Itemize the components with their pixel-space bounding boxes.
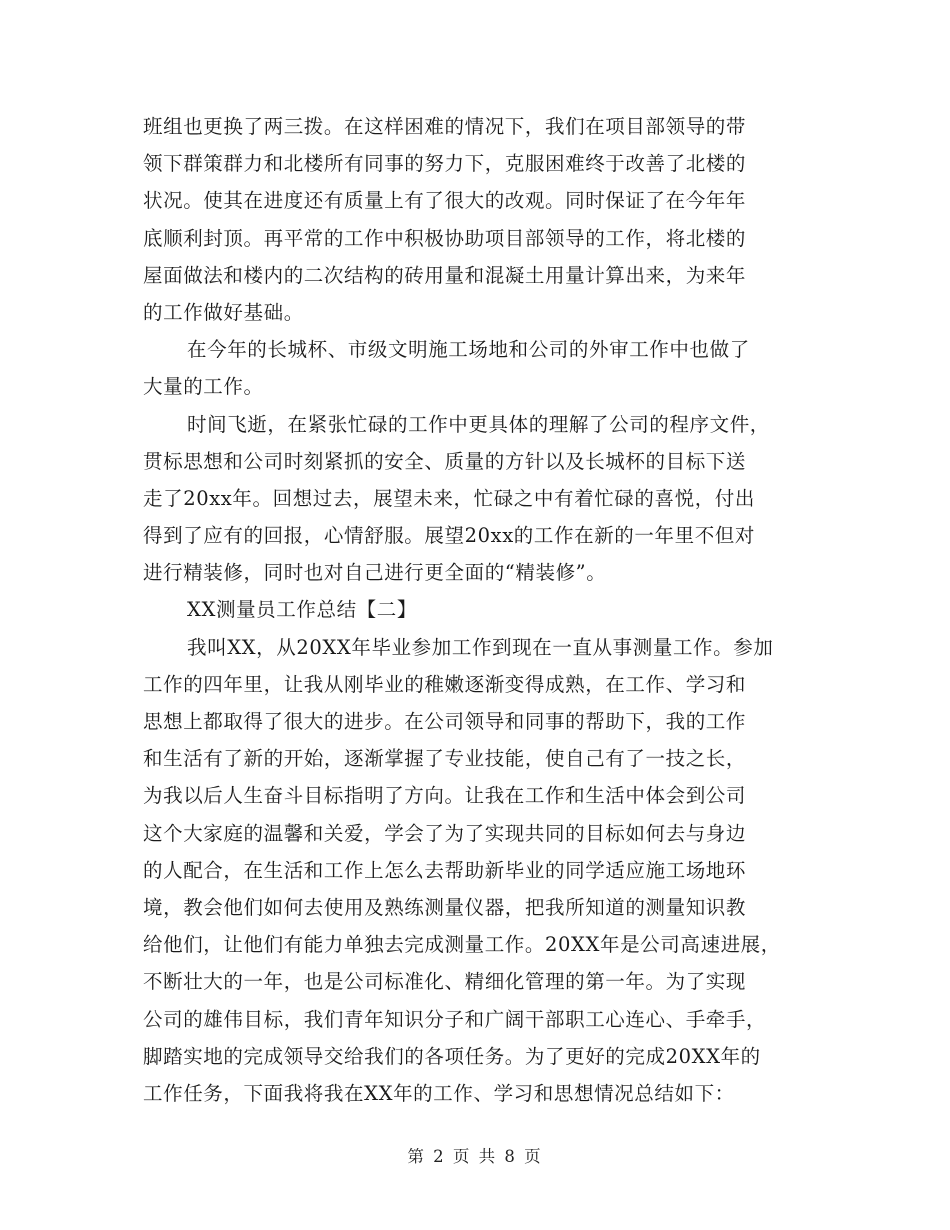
text-line: 我叫XX，从20XX年毕业参加工作到现在一直从事测量工作。参加 bbox=[187, 635, 774, 659]
text-line: 为我以后人生奋斗目标指明了方向。让我在工作和生活中体会到公司 bbox=[143, 784, 747, 808]
text-line: 进行精装修，同时也对自己进行更全面的“精装修”。 bbox=[143, 561, 607, 585]
text-line: 状况。使其在进度还有质量上有了很大的改观。同时保证了在今年年 bbox=[143, 189, 747, 213]
text-line: 得到了应有的回报，心情舒服。展望20xx的工作在新的一年里不但对 bbox=[143, 524, 756, 548]
text-line: 的人配合，在生活和工作上怎么去帮助新毕业的同学适应施工场地环 bbox=[143, 858, 747, 882]
text-line: 公司的雄伟目标，我们青年知识分子和广阔干部职工心连心、手牵手， bbox=[143, 1007, 767, 1031]
text-line: 不断壮大的一年，也是公司标准化、精细化管理的第一年。为了实现 bbox=[143, 970, 747, 994]
text-line: 工作任务，下面我将我在XX年的工作、学习和思想情况总结如下： bbox=[143, 1081, 735, 1105]
text-line: 底顺利封顶。再平常的工作中积极协助项目部领导的工作，将北楼的 bbox=[143, 226, 747, 250]
text-line: 屋面做法和楼内的二次结构的砖用量和混凝土用量计算出来，为来年 bbox=[143, 263, 747, 287]
text-line: 领下群策群力和北楼所有同事的努力下，克服困难终于改善了北楼的 bbox=[143, 152, 747, 176]
text-line: 这个大家庭的温馨和关爱，学会了为了实现共同的目标如何去与身边 bbox=[143, 821, 747, 845]
text-line: 脚踏实地的完成领导交给我们的各项任务。为了更好的完成20XX年的 bbox=[143, 1044, 761, 1068]
text-line: 在今年的长城杯、市级文明施工场地和公司的外审工作中也做了 bbox=[187, 338, 750, 362]
text-line: 大量的工作。 bbox=[143, 375, 264, 399]
text-line: 的工作做好基础。 bbox=[143, 300, 304, 324]
document-body bbox=[143, 108, 813, 1112]
page-number-label: 第 2 页 共 8 页 bbox=[407, 1147, 543, 1166]
page-footer bbox=[0, 1143, 950, 1167]
text-line: XX测量员工作总结【二】 bbox=[187, 598, 417, 622]
text-line: 给他们，让他们有能力单独去完成测量工作。20XX年是公司高速进展， bbox=[143, 933, 781, 957]
text-line: 工作的四年里，让我从刚毕业的稚嫩逐渐变得成熟，在工作、学习和 bbox=[143, 672, 747, 696]
text-line: 思想上都取得了很大的进步。在公司领导和同事的帮助下，我的工作 bbox=[143, 710, 747, 733]
text-line: 班组也更换了两三拨。在这样困难的情况下，我们在项目部领导的带 bbox=[143, 115, 747, 138]
text-line: 和生活有了新的开始，逐渐掌握了专业技能，使自己有了一技之长， bbox=[143, 747, 747, 771]
text-line: 时间飞逝，在紧张忙碌的工作中更具体的理解了公司的程序文件， bbox=[187, 412, 770, 436]
text-line: 贯标思想和公司时刻紧抓的安全、质量的方针以及长城杯的目标下送 bbox=[143, 449, 747, 473]
text-line: 境，教会他们如何去使用及熟练测量仪器，把我所知道的测量知识教 bbox=[143, 895, 747, 919]
text-line: 走了20xx年。回想过去，展望未来，忙碌之中有着忙碌的喜悦，付出 bbox=[143, 486, 756, 510]
